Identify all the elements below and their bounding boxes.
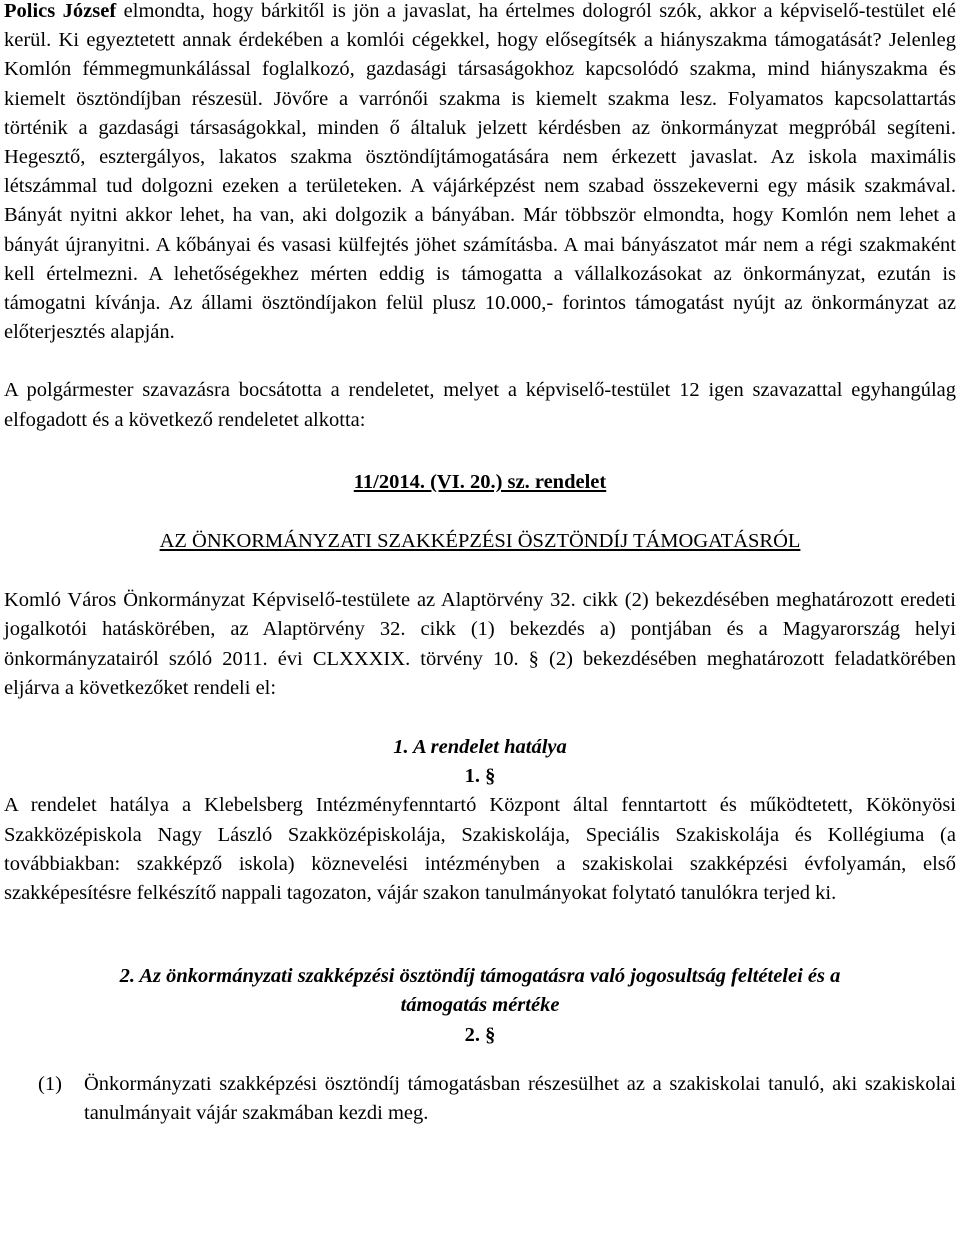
decree-number bbox=[4, 468, 956, 497]
spacer bbox=[4, 703, 956, 733]
section-2-title-line-2: támogatás mértéke bbox=[400, 994, 560, 1017]
item-number: (1) bbox=[38, 1072, 62, 1095]
decree-number-text: 11/2014. (VI. 20.) sz. rendelet bbox=[353, 470, 607, 493]
speaker-text: elmondta, hogy bárkitől is jön a javaslat, ha értelmes dologról szók, akkor a képviselő-testület elé kerül. Ki egyeztetett annak érdekében a komlói cégekkel, hogy elősegítsék a hiányszakma támogatását? Jelenleg Komlón fémmegmunkálással foglalkozó, gazdasági társaságokhoz kapcsolódó szakma, mind hiányszakma és kiemelt ösztöndíjban részesül. Jövőre a varrónői szakma is kiemelt szakma lesz. Folyamatos kapcsolattartás történik a gazdasági társaságokkal, minden ő általuk jelzett kérdésben az önkormányzat megpróbál segíteni. Hegesztő, esztergályos, lakatos szakma ösztöndíjtámogatására nem érkezett javaslat. Az iskola maximális létszámmal tud dolgozni ezeken a területeken. A vájárképzést nem szabad összekeverni egy másik szakmával. Bányát nyitni akkor lehet, ha van, aki dolgozik a bányában. Már többször elmondta, hogy Komlón nem lehet a bányát újranyitni. A kőbányai és vasasi külfejtés jöhet számításba. A mai bányászatot már nem a régi szakmaként kell értelmezni. A lehetőségekhez mérten eddig is támogatta a vállalkozásokat az önkormányzat, ezután is támogatni kívánja. Az állami ösztöndíjakon felül plusz 10.000,- forintos támogatást nyújt az önkormányzat az előterjesztés alapján. bbox=[4, 0, 956, 344]
spacer bbox=[4, 497, 956, 527]
decree-title-text: AZ ÖNKORMÁNYZATI SZAKKÉPZÉSI ÖSZTÖNDÍJ TÁMOGATÁSRÓL bbox=[159, 530, 801, 553]
speaker-name: Polics József bbox=[4, 0, 117, 22]
spacer bbox=[4, 1050, 956, 1070]
preamble: Komló Város Önkormányzat Képviselő-testülete az Alaptörvény 32. cikk (2) bekezdésében meghatározott eredeti jogalkotói hatáskörében, az Alaptörvény 32. cikk (1) bekezdés a) pontjában és a Magyarország helyi önkormányzatairól szóló 2011. évi CLXXXIX. törvény 10. § (2) bekezdésében meghatározott feladatkörében eljárva a következőket rendeli el: bbox=[4, 589, 956, 699]
section-2-paragraph-mark: 2. § bbox=[464, 1023, 496, 1046]
spacer bbox=[4, 435, 956, 468]
speaker-paragraph bbox=[4, 0, 956, 347]
section-1-paragraph-mark: 1. § bbox=[464, 765, 496, 788]
spacer bbox=[4, 347, 956, 376]
spacer bbox=[4, 908, 956, 962]
item-text: Önkormányzati szakképzési ösztöndíj támogatásban részesülhet az a szakiskolai tanuló, aki szakiskolai tanulmányait vájár szakmában kezdi meg. bbox=[84, 1072, 956, 1125]
decree-title bbox=[4, 527, 956, 556]
section-2-title-line-1: 2. Az önkormányzati szakképzési ösztöndíj támogatásra való jogosultság feltételei és a bbox=[119, 965, 841, 988]
section-1-text: A rendelet hatálya a Klebelsberg Intézményfenntartó Központ által fenntartott és működtetett, Kökönyösi Szakközépiskola Nagy László Szakközépiskolája, Szakiskolája, Speciális Szakiskolája és Kollégiuma (a továbbiakban: szakképző iskola) köznevelési intézményben a szakiskolai szakképzési évfolyamán, első szakképesítésre felkészítő nappali tagozaton, vájár szakon tanulmányokat folytató tanulókra terjed ki. bbox=[4, 794, 956, 905]
spacer bbox=[4, 556, 956, 586]
section-2-item-1 bbox=[4, 1070, 956, 1128]
vote-paragraph: A polgármester szavazásra bocsátotta a rendeletet, melyet a képviselő-testület 12 igen szavazattal egyhangúlag elfogadott és a következő rendeletet alkotta: bbox=[4, 379, 956, 431]
section-1-title: 1. A rendelet hatálya bbox=[393, 736, 567, 759]
